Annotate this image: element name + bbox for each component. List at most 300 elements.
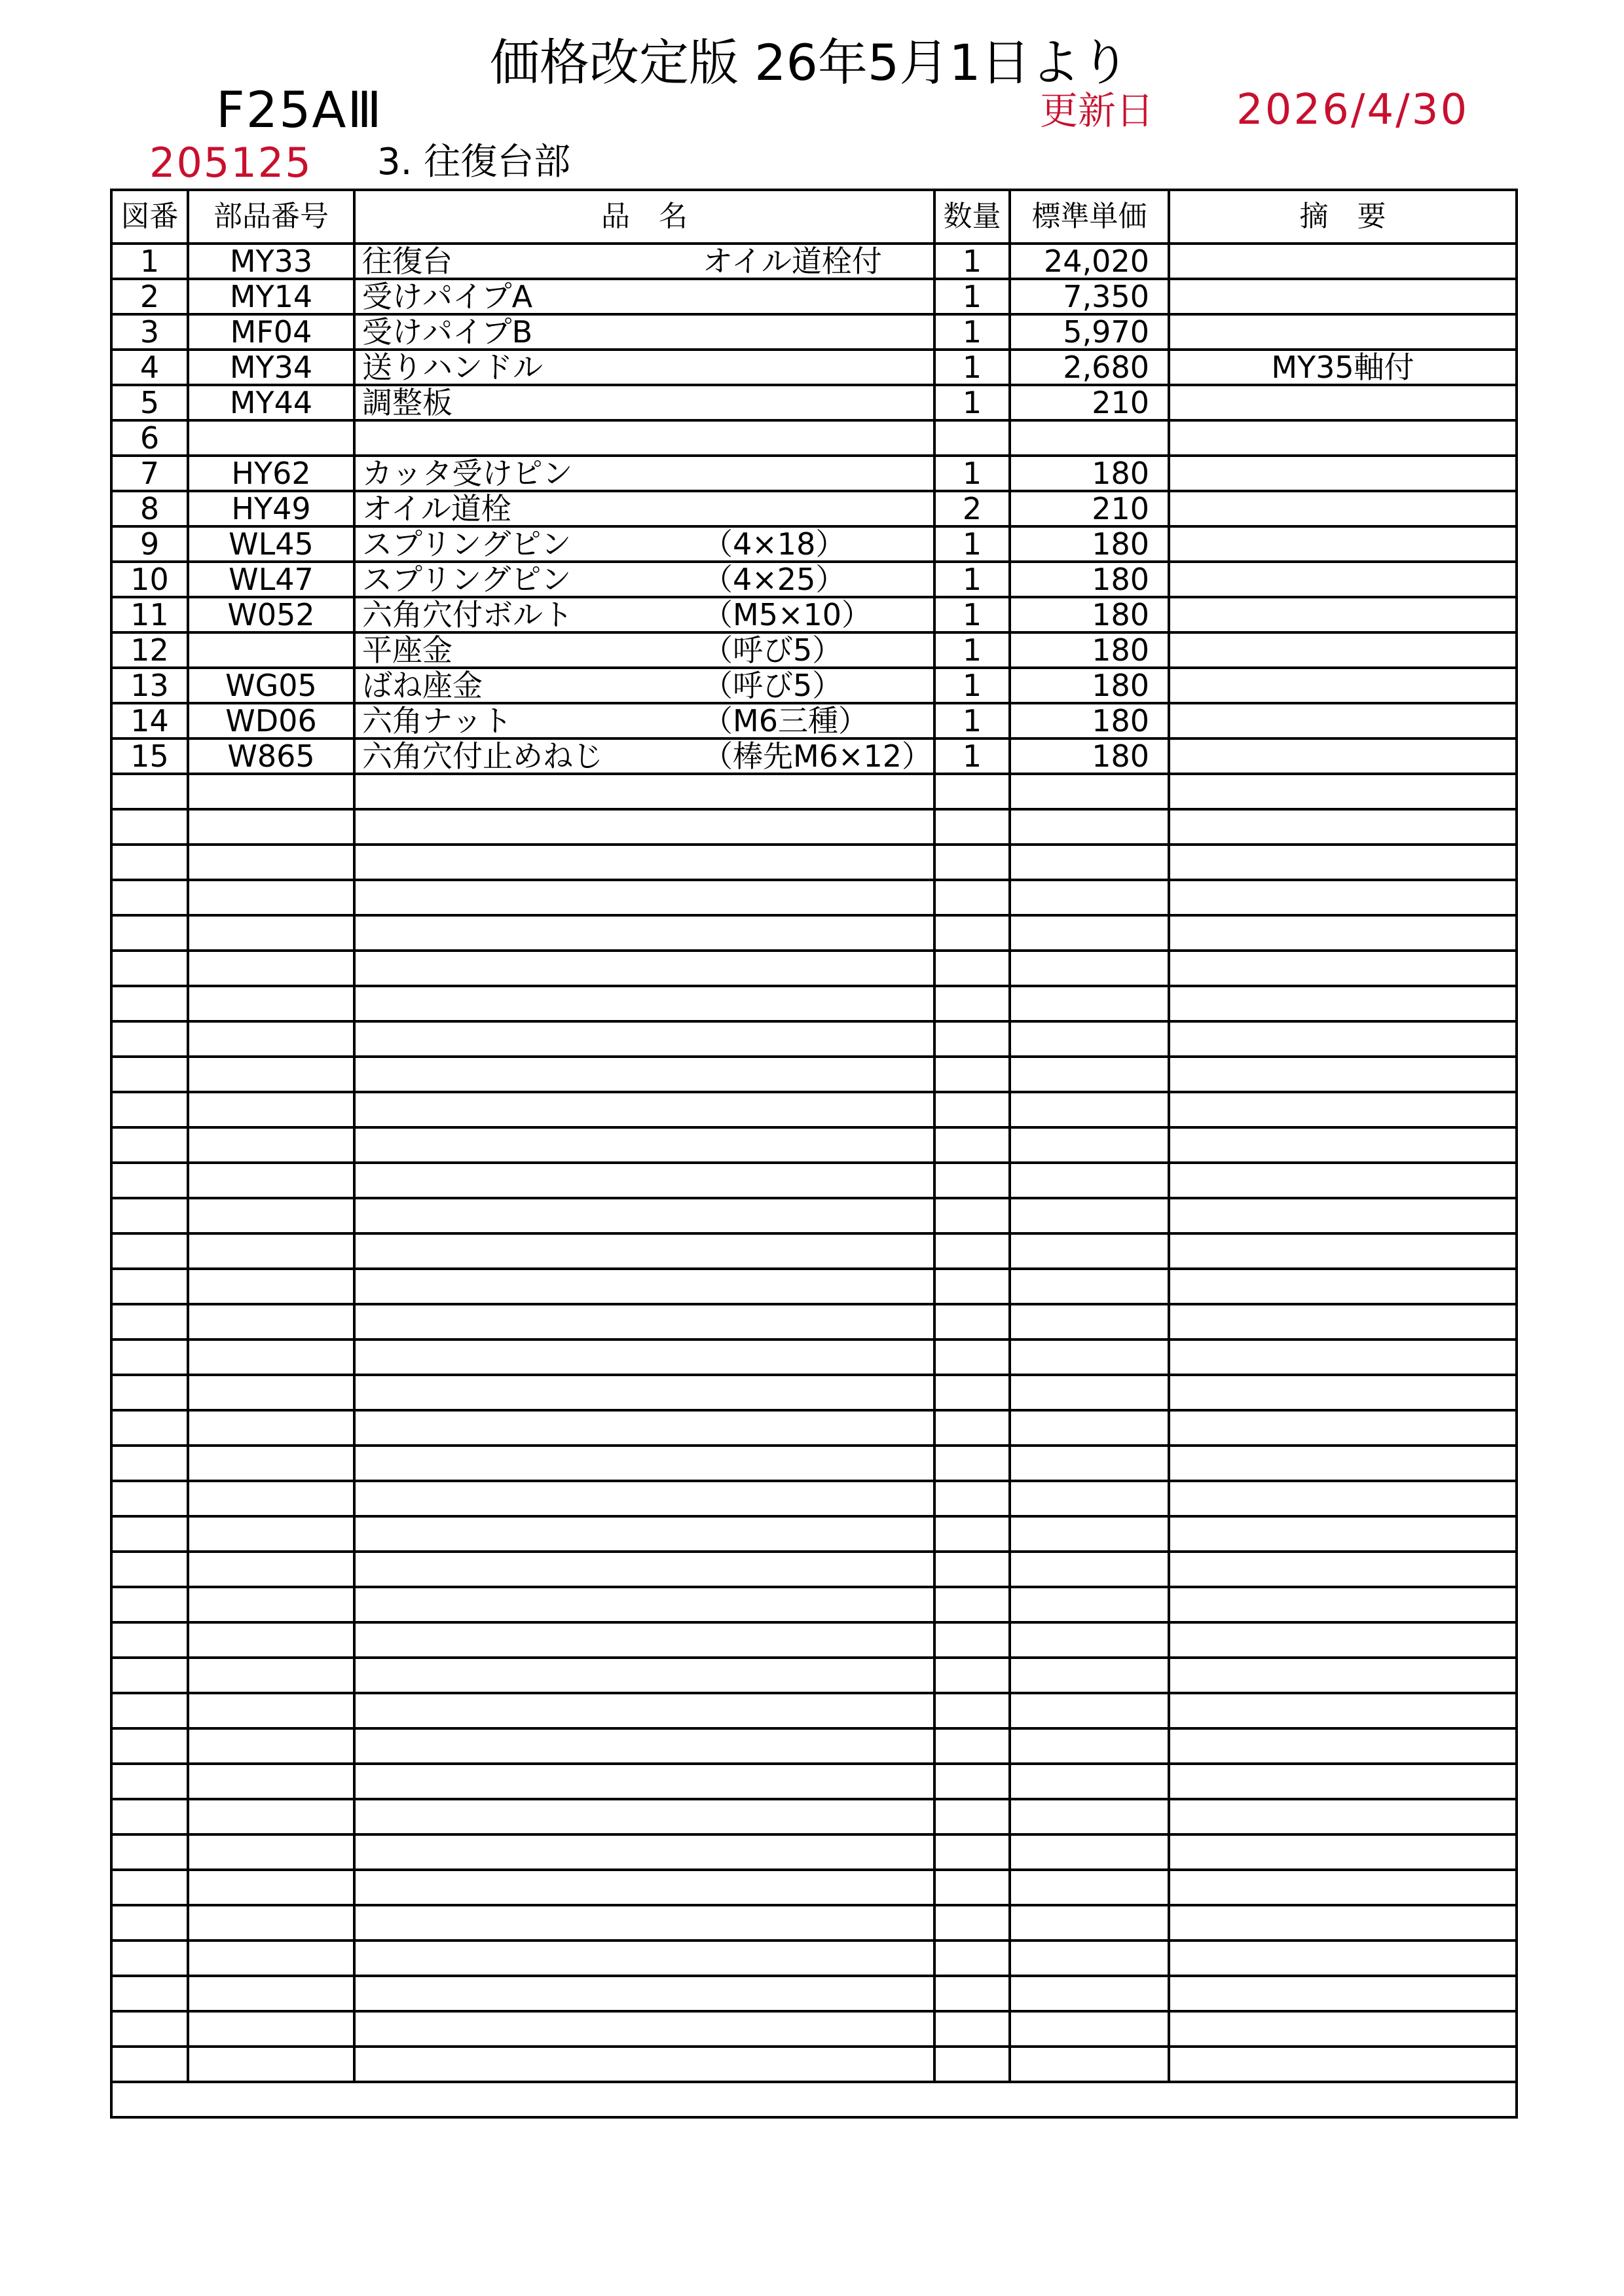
part-name-cell xyxy=(354,1799,934,1834)
quantity-cell xyxy=(934,951,1010,986)
figure-no-cell xyxy=(111,1587,188,1622)
remarks-cell xyxy=(1169,1516,1517,1552)
remarks-cell xyxy=(1169,1941,1517,1976)
remarks-cell xyxy=(1169,809,1517,845)
quantity-cell xyxy=(934,2011,1010,2047)
table-row-empty xyxy=(111,1622,1517,1658)
table-row-empty xyxy=(111,1339,1517,1375)
table-row xyxy=(111,632,1517,668)
col-header-remarks: 摘 要 xyxy=(1169,190,1517,244)
part-number-cell xyxy=(188,1622,354,1658)
table-row xyxy=(111,314,1517,350)
figure-no-cell xyxy=(111,1834,188,1870)
table-row xyxy=(111,244,1517,279)
part-name-cell xyxy=(354,456,934,491)
figure-no-cell: 8 xyxy=(111,491,188,526)
part-number-cell xyxy=(188,880,354,915)
unit-price-cell xyxy=(1010,1198,1169,1233)
figure-no-cell xyxy=(111,1481,188,1516)
part-name-cell xyxy=(354,809,934,845)
figure-no-cell: 4 xyxy=(111,350,188,385)
part-name-cell xyxy=(354,1905,934,1941)
part-name-cell xyxy=(354,1304,934,1339)
update-date: 2026/4/30 xyxy=(1236,86,1469,134)
figure-no-cell xyxy=(111,1092,188,1127)
table-row-empty xyxy=(111,1976,1517,2011)
part-spec: （M6三種） xyxy=(703,703,868,738)
figure-no-cell xyxy=(111,1269,188,1304)
quantity-cell: 1 xyxy=(934,526,1010,562)
table-row-empty xyxy=(111,1728,1517,1764)
part-name: 平座金 xyxy=(362,632,452,668)
remarks-cell xyxy=(1169,562,1517,597)
figure-no-cell xyxy=(111,1233,188,1269)
unit-price-cell xyxy=(1010,1658,1169,1693)
figure-no-cell xyxy=(111,1410,188,1446)
quantity-cell xyxy=(934,1446,1010,1481)
figure-no-cell: 6 xyxy=(111,420,188,456)
unit-price-cell xyxy=(1010,2047,1169,2082)
table-row-empty xyxy=(111,1233,1517,1269)
part-number-cell: HY49 xyxy=(188,491,354,526)
part-name-cell xyxy=(354,1552,934,1587)
unit-price-cell: 180 xyxy=(1010,597,1169,632)
figure-no-cell xyxy=(111,1799,188,1834)
unit-price-cell: 180 xyxy=(1010,456,1169,491)
remarks-cell xyxy=(1169,703,1517,738)
part-number-cell xyxy=(188,1552,354,1587)
part-spec: （呼び5） xyxy=(703,632,843,668)
unit-price-cell xyxy=(1010,1339,1169,1375)
quantity-cell xyxy=(934,2047,1010,2082)
unit-price-cell xyxy=(1010,1834,1169,1870)
part-name-cell xyxy=(354,1941,934,1976)
table-row-empty xyxy=(111,809,1517,845)
part-name-cell xyxy=(354,385,934,420)
col-header-figure-no: 図番 xyxy=(111,190,188,244)
quantity-cell xyxy=(934,1976,1010,2011)
part-spec: （呼び5） xyxy=(703,668,843,703)
table-row xyxy=(111,385,1517,420)
remarks-cell xyxy=(1169,1163,1517,1198)
table-row-empty xyxy=(111,1693,1517,1728)
part-name-cell xyxy=(354,526,934,562)
figure-no-cell xyxy=(111,2047,188,2082)
table-row xyxy=(111,703,1517,738)
figure-no-cell xyxy=(111,1764,188,1799)
remarks-cell xyxy=(1169,845,1517,880)
part-name-cell xyxy=(354,1163,934,1198)
remarks-cell xyxy=(1169,1693,1517,1728)
remarks-cell xyxy=(1169,1446,1517,1481)
part-name-cell xyxy=(354,1622,934,1658)
quantity-cell xyxy=(934,1728,1010,1764)
part-name-cell xyxy=(354,1834,934,1870)
unit-price-cell xyxy=(1010,1446,1169,1481)
col-header-part-number: 部品番号 xyxy=(188,190,354,244)
part-number-cell xyxy=(188,1304,354,1339)
quantity-cell: 1 xyxy=(934,314,1010,350)
figure-no-cell: 12 xyxy=(111,632,188,668)
part-name: ばね座金 xyxy=(362,668,483,703)
part-number-cell xyxy=(188,1905,354,1941)
part-name: カッタ受けピン xyxy=(362,456,573,491)
part-name-cell xyxy=(354,915,934,951)
part-number-cell: MY33 xyxy=(188,244,354,279)
table-row xyxy=(111,350,1517,385)
quantity-cell xyxy=(934,1693,1010,1728)
footer-cell xyxy=(111,2082,1517,2117)
unit-price-cell xyxy=(1010,915,1169,951)
part-number-cell: MY34 xyxy=(188,350,354,385)
table-row-empty xyxy=(111,1410,1517,1446)
quantity-cell: 1 xyxy=(934,279,1010,314)
part-number-cell xyxy=(188,1587,354,1622)
part-number-cell xyxy=(188,1057,354,1092)
quantity-cell xyxy=(934,1057,1010,1092)
figure-no-cell xyxy=(111,1375,188,1410)
unit-price-cell xyxy=(1010,1764,1169,1799)
figure-no-cell: 11 xyxy=(111,597,188,632)
figure-no-cell: 5 xyxy=(111,385,188,420)
figure-no-cell xyxy=(111,809,188,845)
remarks-cell xyxy=(1169,2047,1517,2082)
part-number-cell xyxy=(188,1728,354,1764)
figure-no-cell: 7 xyxy=(111,456,188,491)
figure-no-cell: 14 xyxy=(111,703,188,738)
figure-no-cell: 1 xyxy=(111,244,188,279)
figure-no-cell: 15 xyxy=(111,738,188,774)
part-spec: （4×18） xyxy=(703,526,846,562)
part-name-cell xyxy=(354,845,934,880)
table-row-empty xyxy=(111,1198,1517,1233)
figure-no-cell: 10 xyxy=(111,562,188,597)
figure-no-cell xyxy=(111,1870,188,1905)
part-number-cell: HY62 xyxy=(188,456,354,491)
figure-no-cell xyxy=(111,1658,188,1693)
remarks-cell xyxy=(1169,1976,1517,2011)
part-name-cell xyxy=(354,279,934,314)
unit-price-cell xyxy=(1010,1799,1169,1834)
unit-price-cell xyxy=(1010,774,1169,809)
unit-price-cell xyxy=(1010,809,1169,845)
part-number-cell xyxy=(188,1516,354,1552)
part-number-cell xyxy=(188,632,354,668)
remarks-cell xyxy=(1169,632,1517,668)
quantity-cell xyxy=(934,1552,1010,1587)
part-number-cell: WL45 xyxy=(188,526,354,562)
quantity-cell xyxy=(934,1410,1010,1446)
remarks-cell xyxy=(1169,1658,1517,1693)
part-name: 往復台 xyxy=(362,244,452,279)
part-number-cell xyxy=(188,1658,354,1693)
remarks-cell xyxy=(1169,1057,1517,1092)
unit-price-cell: 24,020 xyxy=(1010,244,1169,279)
part-number-cell xyxy=(188,2011,354,2047)
part-number-cell xyxy=(188,809,354,845)
figure-no-cell: 2 xyxy=(111,279,188,314)
part-name-cell xyxy=(354,1728,934,1764)
part-name-cell xyxy=(354,491,934,526)
quantity-cell xyxy=(934,1834,1010,1870)
remarks-cell xyxy=(1169,880,1517,915)
figure-no-cell xyxy=(111,1976,188,2011)
unit-price-cell xyxy=(1010,1021,1169,1057)
remarks-cell xyxy=(1169,491,1517,526)
part-name-cell xyxy=(354,1057,934,1092)
remarks-cell xyxy=(1169,597,1517,632)
model-name: F25AⅢ xyxy=(216,81,383,139)
part-number-cell xyxy=(188,1269,354,1304)
quantity-cell xyxy=(934,1870,1010,1905)
part-number-cell xyxy=(188,1375,354,1410)
table-row xyxy=(111,597,1517,632)
remarks-cell xyxy=(1169,456,1517,491)
unit-price-cell xyxy=(1010,1870,1169,1905)
table-row-empty xyxy=(111,1552,1517,1587)
figure-no-cell xyxy=(111,1693,188,1728)
part-number-cell xyxy=(188,1976,354,2011)
part-name-cell xyxy=(354,420,934,456)
quantity-cell xyxy=(934,1092,1010,1127)
quantity-cell xyxy=(934,1941,1010,1976)
quantity-cell xyxy=(934,1587,1010,1622)
remarks-cell xyxy=(1169,1127,1517,1163)
part-number-cell xyxy=(188,1410,354,1446)
remarks-cell xyxy=(1169,1764,1517,1799)
table-row-empty xyxy=(111,986,1517,1021)
part-name-cell xyxy=(354,2011,934,2047)
part-number-cell xyxy=(188,2047,354,2082)
figure-no-cell xyxy=(111,774,188,809)
unit-price-cell xyxy=(1010,1269,1169,1304)
remarks-cell xyxy=(1169,1870,1517,1905)
table-row xyxy=(111,420,1517,456)
remarks-cell xyxy=(1169,1375,1517,1410)
table-row-empty xyxy=(111,1021,1517,1057)
unit-price-cell xyxy=(1010,1163,1169,1198)
figure-no-cell xyxy=(111,1304,188,1339)
figure-no-cell xyxy=(111,1516,188,1552)
table-header-row xyxy=(111,190,1517,244)
table-row-empty xyxy=(111,1658,1517,1693)
unit-price-cell: 5,970 xyxy=(1010,314,1169,350)
part-spec: オイル道栓付 xyxy=(703,244,882,279)
table-row-empty xyxy=(111,1304,1517,1339)
remarks-cell xyxy=(1169,526,1517,562)
table-row-empty xyxy=(111,1057,1517,1092)
remarks-cell xyxy=(1169,1304,1517,1339)
part-name-cell xyxy=(354,1198,934,1233)
part-name: スプリングピン xyxy=(362,526,572,562)
part-name: 受けパイプA xyxy=(362,279,533,314)
remarks-cell xyxy=(1169,1021,1517,1057)
part-number-cell xyxy=(188,915,354,951)
figure-no-cell xyxy=(111,986,188,1021)
table-row-empty xyxy=(111,1481,1517,1516)
quantity-cell xyxy=(934,1375,1010,1410)
part-name-cell xyxy=(354,1339,934,1375)
figure-no-cell xyxy=(111,2011,188,2047)
remarks-cell xyxy=(1169,738,1517,774)
quantity-cell: 1 xyxy=(934,244,1010,279)
part-name: 六角穴付ボルト xyxy=(362,597,573,632)
remarks-cell xyxy=(1169,668,1517,703)
table-row xyxy=(111,526,1517,562)
part-number-cell: W052 xyxy=(188,597,354,632)
unit-price-cell xyxy=(1010,1092,1169,1127)
part-number-cell xyxy=(188,1764,354,1799)
part-name-cell xyxy=(354,597,934,632)
part-name-cell xyxy=(354,1976,934,2011)
remarks-cell xyxy=(1169,1552,1517,1587)
quantity-cell xyxy=(934,1127,1010,1163)
part-name-cell xyxy=(354,1092,934,1127)
unit-price-cell xyxy=(1010,1410,1169,1446)
quantity-cell xyxy=(934,1163,1010,1198)
quantity-cell xyxy=(934,880,1010,915)
part-number-cell xyxy=(188,845,354,880)
table-row-empty xyxy=(111,951,1517,986)
figure-no-cell xyxy=(111,1905,188,1941)
col-header-unit-price: 標準単価 xyxy=(1010,190,1169,244)
unit-price-cell: 7,350 xyxy=(1010,279,1169,314)
part-number-cell xyxy=(188,1693,354,1728)
table-row xyxy=(111,491,1517,526)
part-name-cell xyxy=(354,1481,934,1516)
unit-price-cell: 180 xyxy=(1010,562,1169,597)
table-row-empty xyxy=(111,1163,1517,1198)
unit-price-cell xyxy=(1010,1127,1169,1163)
figure-no-cell xyxy=(111,1446,188,1481)
part-name: 調整板 xyxy=(362,385,452,420)
remarks-cell xyxy=(1169,1198,1517,1233)
unit-price-cell xyxy=(1010,986,1169,1021)
quantity-cell xyxy=(934,1269,1010,1304)
part-number-cell xyxy=(188,1339,354,1375)
remarks-cell xyxy=(1169,1269,1517,1304)
part-name-cell xyxy=(354,1446,934,1481)
figure-no-cell xyxy=(111,1622,188,1658)
table-row xyxy=(111,738,1517,774)
figure-no-cell xyxy=(111,1057,188,1092)
remarks-cell xyxy=(1169,1834,1517,1870)
unit-price-cell: 180 xyxy=(1010,703,1169,738)
part-name-cell xyxy=(354,738,934,774)
col-header-quantity: 数量 xyxy=(934,190,1010,244)
figure-no-cell xyxy=(111,845,188,880)
figure-no-cell xyxy=(111,1021,188,1057)
remarks-cell xyxy=(1169,314,1517,350)
part-number-cell: WG05 xyxy=(188,668,354,703)
quantity-cell: 1 xyxy=(934,668,1010,703)
table-row xyxy=(111,562,1517,597)
remarks-cell xyxy=(1169,1339,1517,1375)
unit-price-cell xyxy=(1010,951,1169,986)
part-name-cell xyxy=(354,774,934,809)
part-name-cell xyxy=(354,1870,934,1905)
unit-price-cell xyxy=(1010,1587,1169,1622)
part-name-cell xyxy=(354,1269,934,1304)
table-row-empty xyxy=(111,1834,1517,1870)
part-name-cell xyxy=(354,880,934,915)
part-name: スプリングピン xyxy=(362,562,572,597)
quantity-cell xyxy=(934,1799,1010,1834)
remarks-cell xyxy=(1169,986,1517,1021)
table-row-empty xyxy=(111,1799,1517,1834)
part-number-cell xyxy=(188,420,354,456)
part-number-cell xyxy=(188,1127,354,1163)
part-name-cell xyxy=(354,703,934,738)
remarks-cell xyxy=(1169,1410,1517,1446)
part-spec: （M5×10） xyxy=(703,597,872,632)
unit-price-cell: 180 xyxy=(1010,632,1169,668)
part-name-cell xyxy=(354,1658,934,1693)
update-date-label: 更新日 xyxy=(1040,88,1154,133)
remarks-cell xyxy=(1169,1587,1517,1622)
unit-price-cell: 2,680 xyxy=(1010,350,1169,385)
quantity-cell: 1 xyxy=(934,597,1010,632)
remarks-cell xyxy=(1169,244,1517,279)
part-name-cell xyxy=(354,1021,934,1057)
remarks-cell xyxy=(1169,774,1517,809)
figure-no-cell xyxy=(111,1552,188,1587)
unit-price-cell xyxy=(1010,1976,1169,2011)
table-row-empty xyxy=(111,1516,1517,1552)
remarks-cell xyxy=(1169,915,1517,951)
remarks-cell xyxy=(1169,951,1517,986)
figure-no-cell: 9 xyxy=(111,526,188,562)
part-number-cell xyxy=(188,1799,354,1834)
unit-price-cell xyxy=(1010,1516,1169,1552)
col-header-part-name: 品 名 xyxy=(354,190,934,244)
quantity-cell: 1 xyxy=(934,350,1010,385)
quantity-cell xyxy=(934,986,1010,1021)
table-row-empty xyxy=(111,1127,1517,1163)
part-name-cell xyxy=(354,350,934,385)
unit-price-cell xyxy=(1010,1622,1169,1658)
part-name-cell xyxy=(354,951,934,986)
table-row-empty xyxy=(111,2082,1517,2117)
part-number-cell xyxy=(188,1092,354,1127)
unit-price-cell: 210 xyxy=(1010,385,1169,420)
quantity-cell xyxy=(934,1658,1010,1693)
part-name-cell xyxy=(354,1693,934,1728)
part-number-cell xyxy=(188,1163,354,1198)
remarks-cell xyxy=(1169,2011,1517,2047)
table-row-empty xyxy=(111,1375,1517,1410)
part-name: オイル道栓 xyxy=(362,491,511,526)
quantity-cell xyxy=(934,774,1010,809)
part-name-cell xyxy=(354,562,934,597)
part-number-cell xyxy=(188,1870,354,1905)
unit-price-cell xyxy=(1010,1552,1169,1587)
figure-no-cell xyxy=(111,1163,188,1198)
part-number-cell xyxy=(188,1834,354,1870)
unit-price-cell xyxy=(1010,420,1169,456)
figure-no-cell xyxy=(111,1127,188,1163)
unit-price-cell xyxy=(1010,1941,1169,1976)
remarks-cell xyxy=(1169,1905,1517,1941)
part-number-cell xyxy=(188,1446,354,1481)
figure-no-cell: 3 xyxy=(111,314,188,350)
table-row-empty xyxy=(111,880,1517,915)
remarks-cell xyxy=(1169,1092,1517,1127)
part-name-cell xyxy=(354,632,934,668)
unit-price-cell xyxy=(1010,1481,1169,1516)
table-row xyxy=(111,456,1517,491)
unit-price-cell xyxy=(1010,1233,1169,1269)
